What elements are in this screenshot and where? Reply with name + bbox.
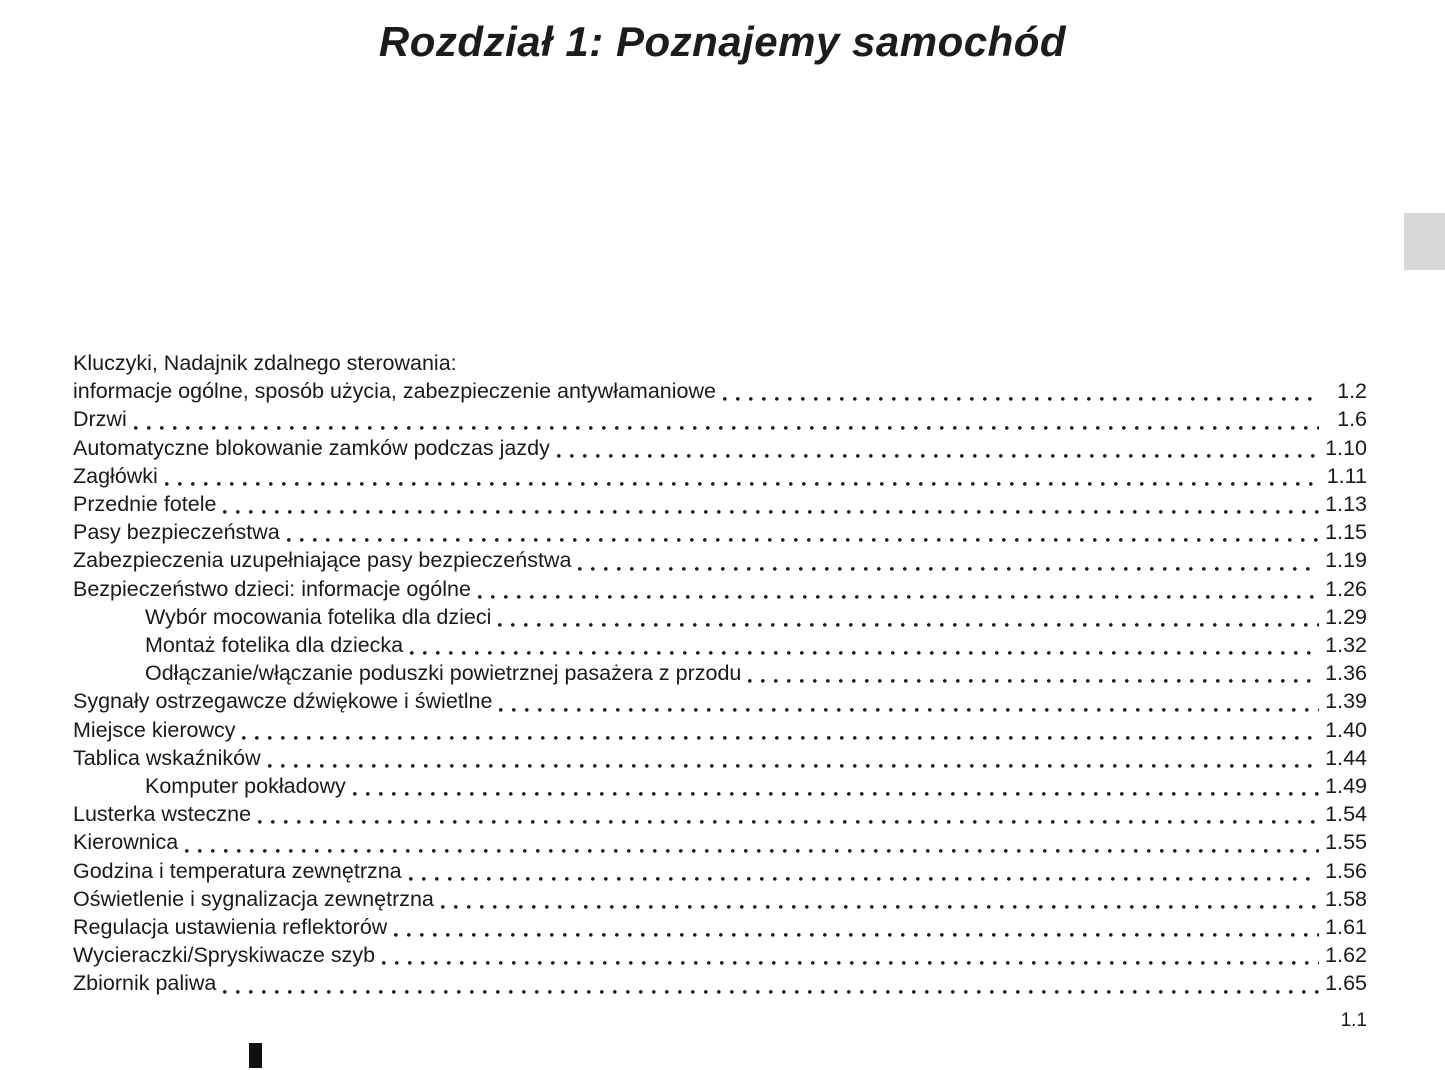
toc-dotted-leader [499, 708, 1319, 712]
toc-entry-page: 1.58 [1325, 886, 1367, 911]
toc-entry-label: Przednie fotele [73, 492, 217, 517]
toc-dotted-leader [382, 961, 1319, 965]
toc-entry-page: 1.36 [1325, 661, 1367, 686]
toc-entry-page: 1.39 [1325, 689, 1367, 714]
chapter-title: Rozdział 1: Poznajemy samochód [378, 18, 1067, 65]
toc-entry-label: Miejsce kierowcy [73, 717, 236, 742]
toc-entry-label: Bezpieczeństwo dzieci: informacje ogólne [73, 576, 471, 601]
chapter-side-tab [1404, 213, 1445, 270]
toc-entry-label: Odłączanie/włączanie poduszki powietrznej pasażera z przodu [145, 661, 742, 686]
toc-entry-label: Oświetlenie i sygnalizacja zewnętrzna [73, 886, 434, 911]
toc-entry-page: 1.13 [1325, 492, 1367, 517]
toc-entry-page: 1.56 [1325, 858, 1367, 883]
toc-entry-label: Tablica wskaźników [73, 745, 261, 770]
toc-entry-label: Komputer pokładowy [145, 774, 346, 799]
toc-dotted-leader [287, 538, 1319, 542]
toc-dotted-leader [748, 679, 1319, 683]
toc-entry [73, 744, 1367, 772]
toc-entry-page: 1.49 [1325, 774, 1367, 799]
toc-entry [73, 377, 1367, 405]
toc-dotted-leader [185, 849, 1319, 853]
toc-entry [73, 490, 1367, 518]
toc-entry [73, 913, 1367, 941]
toc-dotted-leader [578, 567, 1319, 571]
toc-dotted-leader [478, 595, 1319, 599]
toc-entry-label: Zagłówki [73, 463, 158, 488]
toc-entry [73, 828, 1367, 856]
toc-entry [73, 349, 1367, 377]
toc-dotted-leader [353, 792, 1319, 796]
toc-dotted-leader [410, 651, 1319, 655]
toc-entry-label: Sygnały ostrzegawcze dźwiękowe i świetlne [73, 689, 493, 714]
toc-entry-label: Regulacja ustawienia reflektorów [73, 915, 388, 940]
table-of-contents [73, 349, 1367, 998]
toc-dotted-leader [441, 905, 1319, 909]
toc-entry [73, 603, 1367, 631]
toc-entry [73, 546, 1367, 574]
toc-entry-label: informacje ogólne, sposób użycia, zabezpieczenie antywłamaniowe [73, 379, 716, 404]
print-mark [249, 1043, 262, 1068]
toc-entry-label: Wybór mocowania fotelika dla dzieci [145, 604, 492, 629]
toc-entry [73, 800, 1367, 828]
toc-entry-label: Lusterka wsteczne [73, 802, 252, 827]
page-number: 1.1 [1340, 1010, 1367, 1031]
toc-entry-label: Godzina i temperatura zewnętrzna [73, 858, 402, 883]
toc-entry [73, 462, 1367, 490]
toc-entry-page: 1.32 [1325, 633, 1367, 658]
toc-entry-page: 1.61 [1325, 915, 1367, 940]
toc-entry-page: 1.65 [1325, 971, 1367, 996]
toc-entry [73, 885, 1367, 913]
toc-entry [73, 969, 1367, 997]
toc-entry-page: 1.10 [1325, 435, 1367, 460]
toc-entry-page: 1.54 [1325, 802, 1367, 827]
toc-entry-page: 1.15 [1325, 520, 1367, 545]
toc-entry-page: 1.11 [1326, 463, 1367, 488]
toc-entry [73, 631, 1367, 659]
toc-entry [73, 772, 1367, 800]
toc-dotted-leader [134, 426, 1319, 430]
toc-dotted-leader [223, 990, 1319, 994]
toc-dotted-leader [242, 736, 1319, 740]
toc-entry-page: 1.40 [1325, 717, 1367, 742]
toc-entry [73, 575, 1367, 603]
toc-dotted-leader [557, 454, 1319, 458]
toc-dotted-leader [165, 482, 1319, 486]
toc-entry-page: 1.29 [1325, 604, 1367, 629]
toc-entry-label: Wycieraczki/Spryskiwacze szyb [73, 943, 376, 968]
toc-dotted-leader [409, 877, 1319, 881]
toc-entry-label: Pasy bezpieczeństwa [73, 520, 280, 545]
toc-entry-label: Zbiornik paliwa [73, 971, 217, 996]
toc-entry-page: 1.26 [1325, 576, 1367, 601]
toc-entry [73, 518, 1367, 546]
toc-entry-page: 1.2 [1337, 379, 1367, 404]
toc-entry [73, 434, 1367, 462]
toc-entry-label: Montaż fotelika dla dziecka [145, 633, 404, 658]
toc-dotted-leader [394, 933, 1319, 937]
toc-entry-page: 1.62 [1325, 943, 1367, 968]
toc-entry-page: 1.55 [1325, 830, 1367, 855]
toc-entry-page: 1.6 [1337, 407, 1367, 432]
toc-entry-label: Drzwi [73, 407, 127, 432]
toc-entry [73, 659, 1367, 687]
toc-entry [73, 941, 1367, 969]
toc-entry [73, 716, 1367, 744]
toc-entry-label: Kierownica [73, 830, 179, 855]
toc-dotted-leader [258, 820, 1319, 824]
toc-dotted-leader [268, 764, 1319, 768]
toc-entry-label: Zabezpieczenia uzupełniające pasy bezpieczeństwa [73, 548, 572, 573]
toc-entry-page: 1.19 [1325, 548, 1367, 573]
toc-entry [73, 687, 1367, 715]
toc-dotted-leader [723, 397, 1319, 401]
toc-dotted-leader [223, 510, 1319, 514]
toc-entry-label: Kluczyki, Nadajnik zdalnego sterowania: [73, 351, 457, 375]
toc-entry-page: 1.44 [1325, 745, 1367, 770]
toc-entry [73, 405, 1367, 433]
toc-dotted-leader [498, 623, 1319, 627]
toc-entry-label: Automatyczne blokowanie zamków podczas jazdy [73, 435, 550, 460]
toc-entry [73, 857, 1367, 885]
